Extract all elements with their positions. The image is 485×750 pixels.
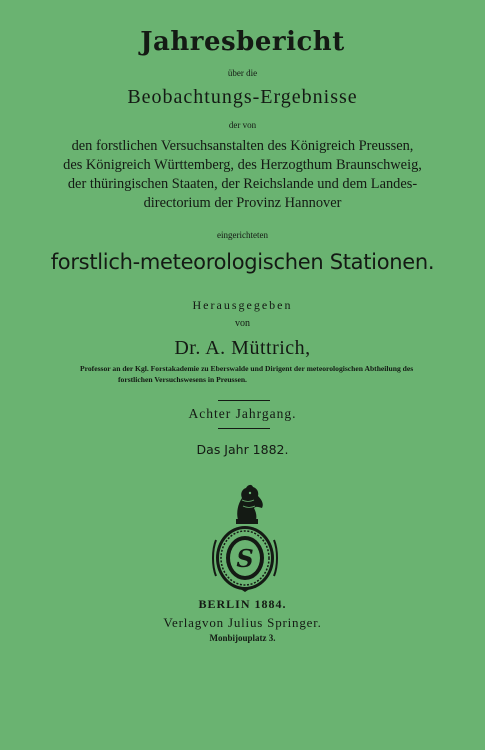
institutions-line: des Königreich Württemberg, des Herzogthum Braunschweig, [63,157,422,173]
stations-heading: forstlich-meteorologischen Stationen. [50,250,435,274]
institutions-block [0,137,485,213]
connector-von: von [235,318,250,329]
report-subtitle: Beobachtungs-Ergebnisse [127,86,358,108]
institutions-line: directorium der Provinz Hannover [143,195,342,211]
author-affiliation [40,363,460,385]
connector-der-von: der von [228,120,257,130]
publisher-name: Verlagvon Julius Springer. [163,615,322,630]
springer-knight-seal-icon [212,480,278,592]
seal-letter: S [236,544,254,573]
connector-ueber-die: über die [227,68,258,78]
author-name: Dr. A. Müttrich, [174,337,311,359]
affiliation-line: forstlichen Versuchswesens in Preussen. [118,375,247,384]
connector-eingerichteten: eingerichteten [217,230,268,240]
editor-label: Herausgegeben [192,298,293,312]
institutions-line: der thüringischen Staaten, der Reichslande und dem Landes- [67,176,418,192]
divider-top [218,400,270,401]
year-label: Das Jahr 1882. [196,442,289,457]
divider-bottom [218,428,270,429]
publisher-address: Monbijouplatz 3. [209,633,276,643]
institutions-line: den forstlichen Versuchsanstalten des Königreich Preussen, [71,138,414,154]
edition-label: Achter Jahrgang. [188,406,297,421]
city-year: BERLIN 1884. [198,597,287,611]
affiliation-line: Professor an der Kgl. Forstakademie zu Eberswalde und Dirigent der meteorologischen Abtheilung des [80,364,414,373]
report-title: Jahresbericht [140,27,345,57]
